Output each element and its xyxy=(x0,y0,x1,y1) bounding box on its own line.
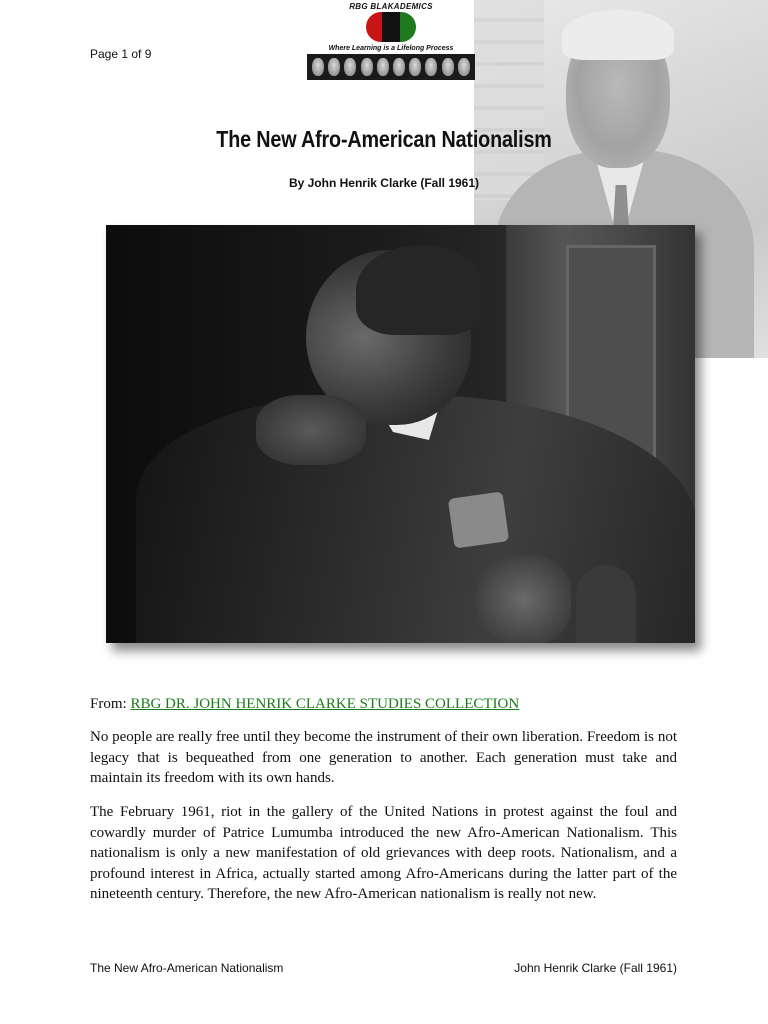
from-label: From: xyxy=(90,696,127,712)
background-shelf xyxy=(474,0,544,200)
photo-pocket xyxy=(448,491,509,548)
page-number: Page 1 of 9 xyxy=(90,47,152,61)
source-line xyxy=(90,694,677,715)
logo-title: RBG BLAKADEMICS xyxy=(349,2,433,11)
document-byline: By John Henrik Clarke (Fall 1961) xyxy=(288,176,480,190)
source-collection-link[interactable]: RBG DR. JOHN HENRIK CLARKE STUDIES COLLECTION xyxy=(130,696,520,712)
photo-chair xyxy=(576,565,636,643)
photo-hand-lower xyxy=(476,555,571,643)
footer-author: John Henrik Clarke (Fall 1961) xyxy=(514,961,677,975)
rbg-logo xyxy=(306,2,476,86)
logo-tagline: Where Learning is a Lifelong Process xyxy=(328,45,454,52)
paragraph-1: No people are really free until they become the instrument of their own liberation. Freedom is not legacy that is bequeathed from one generation to another. Each generation must take and maintain its freedom with its own hands. xyxy=(90,729,677,786)
logo-emblem-icon xyxy=(306,12,476,42)
portrait-photo xyxy=(106,225,695,643)
paragraph-2: The February 1961, riot in the gallery of the United Nations in protest against the foul and cowardly murder of Patrice Lumumba introduced the new Afro-American Nationalism. This nationalism is only a new manifestation of old grievances with deep roots. Nationalism, and a profound interest in Africa, actually started among Afro-Americans during the latter part of the nineteenth century. Therefore, the new Afro-American nationalism is really not new. xyxy=(90,804,677,902)
logo-portrait-strip xyxy=(307,54,475,80)
photo-hand-chin xyxy=(256,395,366,465)
photo-hair xyxy=(356,245,486,335)
document-title: The New Afro-American Nationalism xyxy=(216,126,552,152)
background-hair xyxy=(562,10,674,60)
footer-title: The New Afro-American Nationalism xyxy=(90,961,284,975)
